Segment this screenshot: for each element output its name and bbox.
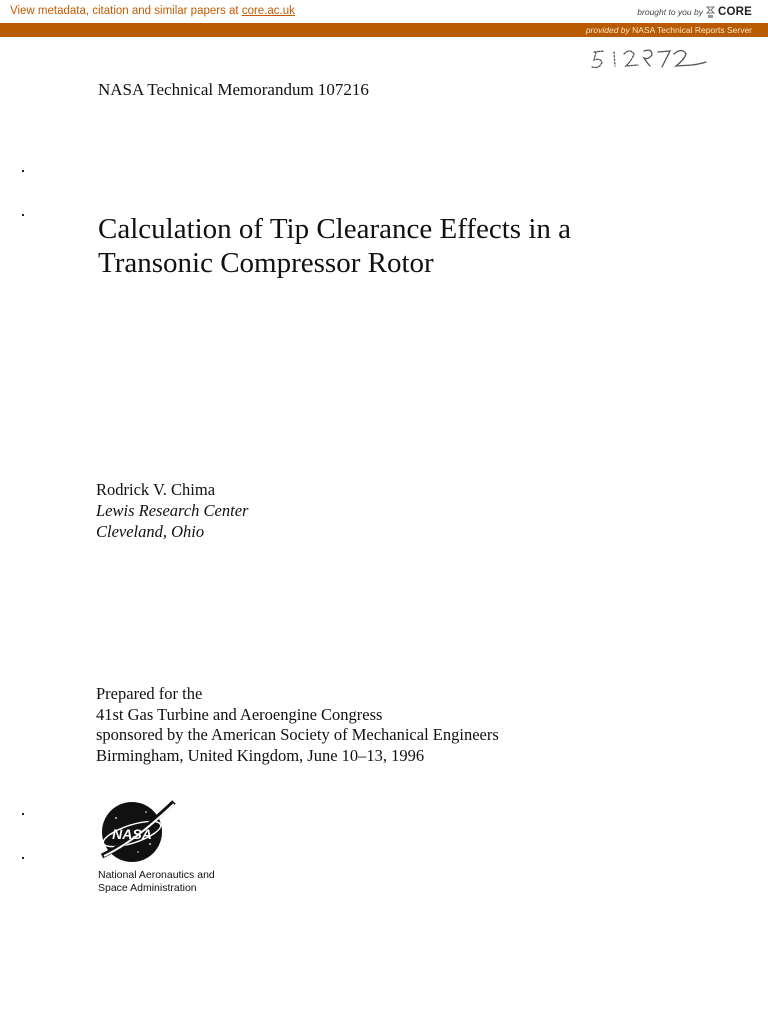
brought-to-you-text: brought to you by <box>637 7 703 17</box>
prepared-line-2: 41st Gas Turbine and Aeroengine Congress <box>96 704 383 724</box>
core-banner <box>0 0 768 24</box>
author-affiliation: Lewis Research Center <box>96 501 249 520</box>
provided-source: NASA Technical Reports Server <box>632 25 752 35</box>
core-logo-icon <box>706 6 715 19</box>
core-branding[interactable] <box>637 3 752 21</box>
memo-number: NASA Technical Memorandum 107216 <box>98 80 369 99</box>
nasa-caption-line-1: National Aeronautics and <box>98 869 215 881</box>
author-block <box>96 479 248 542</box>
author-location: Cleveland, Ohio <box>96 522 205 541</box>
prepared-line-1: Prepared for the <box>96 684 203 703</box>
nasa-logo-text: NASA <box>112 826 152 842</box>
core-metadata-link <box>10 5 295 17</box>
provided-by-bar <box>0 23 768 37</box>
provided-by-text[interactable] <box>586 25 752 35</box>
scan-speck <box>22 813 24 815</box>
scan-speck <box>22 214 24 216</box>
scan-speck <box>22 857 24 859</box>
core-ac-uk-link[interactable]: core.ac.uk <box>241 5 295 17</box>
nasa-logo-icon <box>98 798 178 868</box>
document-title <box>98 212 658 280</box>
scan-speck <box>22 170 24 172</box>
prepared-for-block <box>96 684 499 766</box>
core-logo-text: CORE <box>717 6 752 18</box>
prepared-line-3: sponsored by the American Society of Mechanical Engineers <box>96 725 499 744</box>
nasa-caption <box>98 869 215 895</box>
title-line-1: Calculation of Tip Clearance Effects in a <box>98 213 572 245</box>
provided-prefix: provided by <box>585 25 630 35</box>
core-link-prefix: View metadata, citation and similar papers at <box>10 5 242 17</box>
title-line-2: Transonic Compressor Rotor <box>98 247 434 279</box>
handwritten-number-annotation <box>588 42 708 76</box>
nasa-caption-line-2: Space Administration <box>98 882 197 894</box>
prepared-line-4: Birmingham, United Kingdom, June 10–13, 1996 <box>96 745 425 765</box>
author-name: Rodrick V. Chima <box>96 480 216 499</box>
